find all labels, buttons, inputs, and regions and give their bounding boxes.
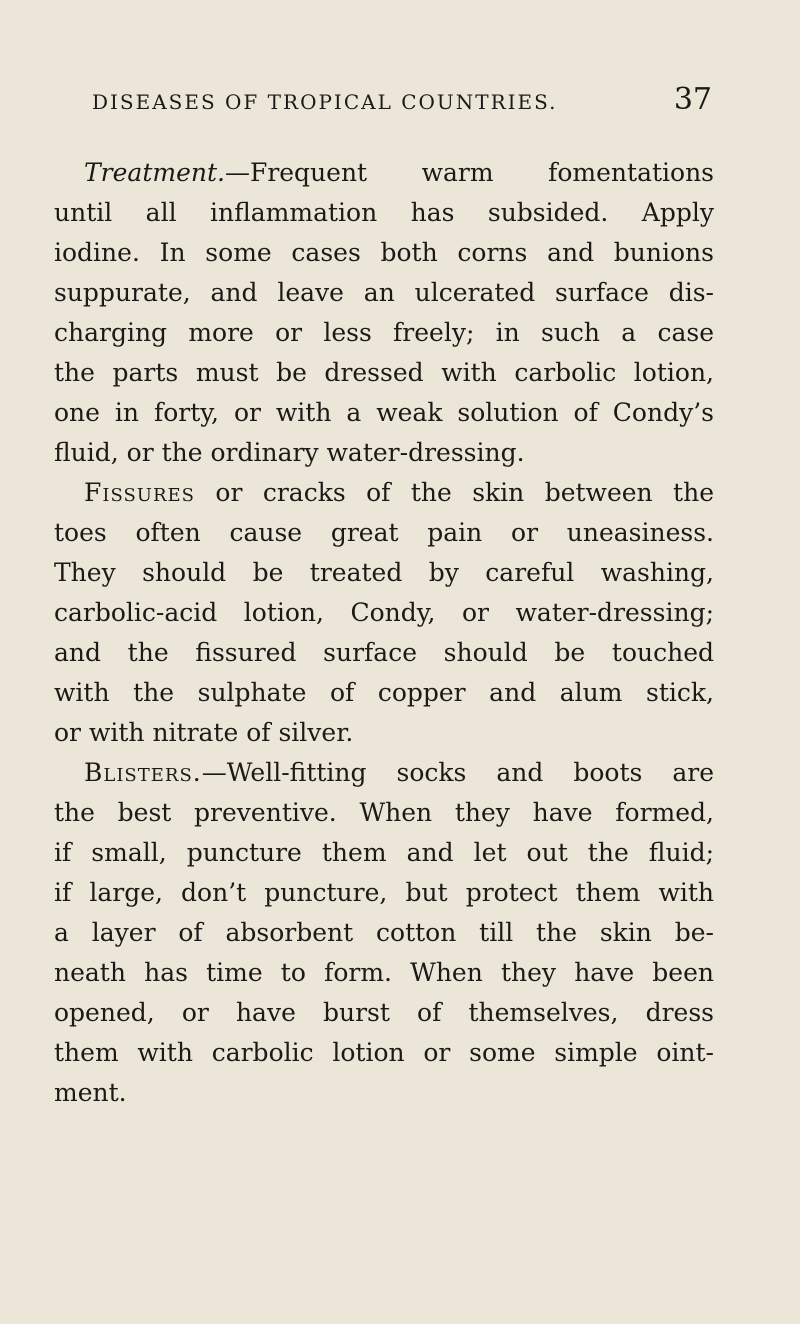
text-line: They should be treated by careful washing,: [54, 558, 714, 587]
text-line: charging more or less freely; in such a case: [54, 318, 714, 347]
text-line: [54, 473, 714, 513]
text-line: with the sulphate of copper and alum stick,: [54, 678, 714, 707]
text-line: or with nitrate of silver.: [54, 718, 354, 747]
text-line: opened, or have burst of themselves, dress: [54, 998, 714, 1027]
page-number: 37: [673, 82, 712, 117]
text-line: iodine. In some cases both corns and bunions: [54, 238, 714, 267]
text-line: the best preventive. When they have formed,: [54, 798, 714, 827]
text-line: neath has time to form. When they have been: [54, 958, 714, 987]
text-line: the parts must be dressed with carbolic lotion,: [54, 358, 714, 387]
text-line: fluid, or the ordinary water-dressing.: [54, 438, 525, 467]
text-line: them with carbolic lotion or some simple oint-: [54, 1038, 714, 1067]
text-line: a layer of absorbent cotton till the skin be-: [54, 918, 714, 947]
text-line: and the fissured surface should be touched: [54, 638, 714, 667]
text-line-content: —Well-fitting socks and boots are: [201, 758, 714, 787]
text-line: if small, puncture them and let out the fluid;: [54, 838, 714, 867]
text-line: suppurate, and leave an ulcerated surface dis-: [54, 278, 714, 307]
text-line: one in forty, or with a weak solution of Condy’s: [54, 398, 714, 427]
treatment-heading: Treatment.: [84, 158, 225, 187]
text-line: until all inflammation has subsided. Apply: [54, 198, 714, 227]
text-line-content: —Frequent warm fomentations: [224, 158, 714, 187]
text-line: [54, 753, 714, 793]
text-line-content: or cracks of the skin between the: [195, 478, 714, 507]
blisters-heading: Blisters.: [84, 758, 202, 787]
text-line: toes often cause great pain or uneasiness.: [54, 518, 714, 547]
text-line: ment.: [54, 1078, 127, 1107]
body-text: [54, 153, 714, 1113]
text-line: if large, don’t puncture, but protect them with: [54, 878, 714, 907]
fissures-heading: Fissures: [84, 478, 195, 507]
running-head: [92, 82, 712, 122]
text-line: [54, 153, 714, 193]
running-title: DISEASES OF TROPICAL COUNTRIES.: [92, 90, 558, 114]
text-line: carbolic-acid lotion, Condy, or water-dressing;: [54, 598, 714, 627]
